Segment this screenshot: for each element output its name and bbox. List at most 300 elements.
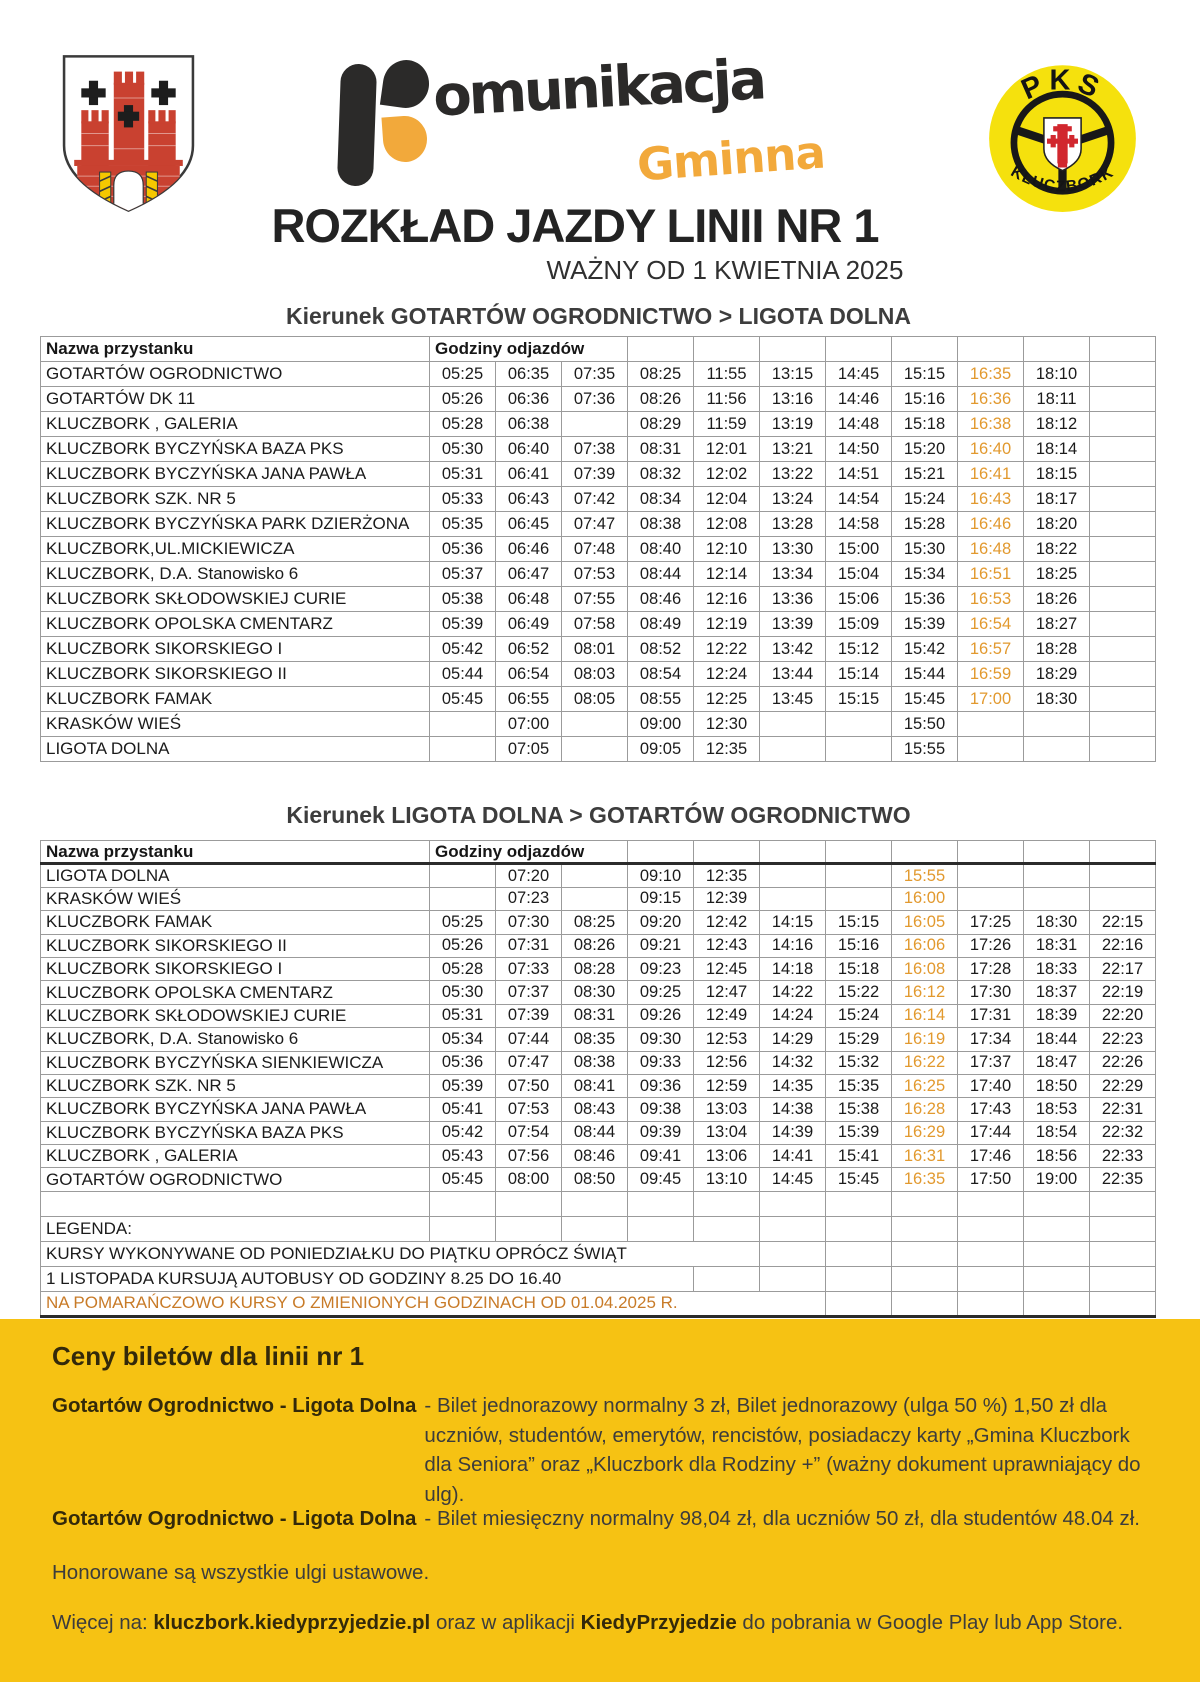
departure-time: 15:39 [826,1121,892,1144]
departure-time: 06:36 [496,387,562,412]
empty-cell [826,1191,892,1216]
departure-time: 17:31 [958,1004,1024,1027]
table-row [41,612,1156,637]
website-url: kluczbork.kiedyprzyjedzie.pl [153,1611,431,1634]
departure-time: 15:16 [826,934,892,957]
table-row [41,437,1156,462]
departure-time: 08:03 [562,662,628,687]
departure-time: 05:30 [430,437,496,462]
table-row [41,362,1156,387]
departure-time: 15:12 [826,637,892,662]
departure-time: 08:35 [562,1028,628,1051]
departure-time: 14:45 [760,1168,826,1191]
departure-time: 16:19 [892,1028,958,1051]
departure-time [562,412,628,437]
stop-name: GOTARTÓW OGRODNICTWO [41,1168,430,1191]
departure-time: 07:47 [496,1051,562,1074]
departure-time: 22:15 [1090,911,1156,934]
departure-time: 17:34 [958,1028,1024,1051]
departure-time: 06:47 [496,562,562,587]
departure-time: 18:15 [1024,462,1090,487]
departure-time: 09:15 [628,887,694,910]
departure-time: 15:14 [826,662,892,687]
header-empty-cell [694,337,760,362]
departure-time [1090,437,1156,462]
departure-time: 14:15 [760,911,826,934]
more-info-line [52,1611,1162,1635]
legend-row [41,1216,1156,1241]
table-row [41,1121,1156,1144]
departure-time: 16:38 [958,412,1024,437]
departure-time: 18:39 [1024,1004,1090,1027]
k-letter-drop-black [380,57,432,111]
departure-time: 07:44 [496,1028,562,1051]
empty-cell [628,1216,694,1241]
departure-time: 12:25 [694,687,760,712]
departure-time: 09:23 [628,957,694,980]
departure-time: 05:41 [430,1098,496,1121]
empty-cell [958,1291,1024,1316]
departure-time: 18:37 [1024,981,1090,1004]
stop-name: KLUCZBORK SIKORSKIEGO I [41,957,430,980]
empty-cell [496,1216,562,1241]
empty-cell [1090,1191,1156,1216]
departure-time: 12:53 [694,1028,760,1051]
departure-time: 06:41 [496,462,562,487]
column-header-stop: Nazwa przystanku [41,841,430,864]
stop-name: KRASKÓW WIEŚ [41,887,430,910]
monthly-ticket-paragraph [52,1504,1162,1534]
empty-cell [1090,1216,1156,1241]
stop-name: KLUCZBORK BYCZYŃSKA JANA PAWŁA [41,1098,430,1121]
departure-time: 16:05 [892,911,958,934]
empty-cell [628,1191,694,1216]
empty-cell [958,1266,1024,1291]
departure-time: 07:36 [562,387,628,412]
departure-time: 16:08 [892,957,958,980]
single-ticket-text: - Bilet jednorazowy normalny 3 zł, Bilet jednorazowy (ulga 50 %) 1,50 zł dla uczniów, studentów, emerytów, rencistów, posiadaczy karty „Gmina Kluczbork dla Seniora” oraz „Kluczbork dla Rodziny +” (ważny dokument uprawniający do ulg). [424,1394,1141,1507]
departure-time: 17:43 [958,1098,1024,1121]
ticket-prices-footer [0,1319,1200,1682]
departure-time: 15:28 [892,512,958,537]
empty-cell [760,1191,826,1216]
empty-cell [760,1216,826,1241]
departure-time [430,712,496,737]
departure-time: 14:35 [760,1074,826,1097]
table-row [41,934,1156,957]
departure-time: 05:35 [430,512,496,537]
stop-name: KLUCZBORK SZK. NR 5 [41,487,430,512]
departure-time: 07:33 [496,957,562,980]
departure-time: 22:23 [1090,1028,1156,1051]
departure-time [1090,687,1156,712]
departure-time: 07:30 [496,911,562,934]
departure-time: 16:14 [892,1004,958,1027]
departure-time [430,864,496,887]
header-empty-cell [892,337,958,362]
legend-text: 1 LISTOPADA KURSUJĄ AUTOBUSY OD GODZINY 8.25 DO 16.40 [41,1266,694,1291]
departure-time: 12:35 [694,737,760,762]
departure-time: 15:45 [892,687,958,712]
departure-time: 07:20 [496,864,562,887]
departure-time: 18:27 [1024,612,1090,637]
departure-time: 22:17 [1090,957,1156,980]
departure-time: 08:54 [628,662,694,687]
departure-time: 08:00 [496,1168,562,1191]
departure-time: 13:03 [694,1098,760,1121]
departure-time: 08:50 [562,1168,628,1191]
departure-time: 13:36 [760,587,826,612]
departure-time: 15:18 [892,412,958,437]
departure-time [1090,462,1156,487]
departure-time: 15:15 [826,687,892,712]
departure-time: 13:19 [760,412,826,437]
departure-time: 12:14 [694,562,760,587]
departure-time: 07:39 [496,1004,562,1027]
departure-time: 14:50 [826,437,892,462]
departure-time: 06:40 [496,437,562,462]
departure-time: 09:30 [628,1028,694,1051]
stop-name: KLUCZBORK OPOLSKA CMENTARZ [41,612,430,637]
departure-time: 09:33 [628,1051,694,1074]
departure-time: 13:39 [760,612,826,637]
legend-row [41,1191,1156,1216]
header-empty-cell [1090,841,1156,864]
table-header-row [41,841,1156,864]
table-row [41,487,1156,512]
stop-name: KLUCZBORK SKŁODOWSKIEJ CURIE [41,587,430,612]
departure-time: 13:34 [760,562,826,587]
empty-cell [1024,1266,1090,1291]
table-row [41,911,1156,934]
column-header-times: Godziny odjazdów [430,337,628,362]
departure-time: 09:05 [628,737,694,762]
departure-time: 05:36 [430,1051,496,1074]
departure-time: 09:00 [628,712,694,737]
pks-text: PKS [1016,64,1109,107]
departure-time: 19:00 [1024,1168,1090,1191]
departure-time: 07:56 [496,1145,562,1168]
departure-time: 15:50 [892,712,958,737]
departure-time: 07:53 [496,1098,562,1121]
departure-time: 15:22 [826,981,892,1004]
departure-time: 08:25 [628,362,694,387]
departure-time: 18:56 [1024,1145,1090,1168]
departure-time: 09:20 [628,911,694,934]
departure-time: 06:52 [496,637,562,662]
departure-time: 15:18 [826,957,892,980]
departure-time: 07:50 [496,1074,562,1097]
departure-time: 14:18 [760,957,826,980]
departure-time: 08:05 [562,687,628,712]
departure-time: 17:37 [958,1051,1024,1074]
empty-cell [1024,1216,1090,1241]
departure-time: 12:43 [694,934,760,957]
table-row [41,1004,1156,1027]
departure-time: 12:02 [694,462,760,487]
departure-time: 08:52 [628,637,694,662]
departure-time: 15:21 [892,462,958,487]
departure-time [760,887,826,910]
departure-time: 13:24 [760,487,826,512]
kluczbork-crest-icon [60,50,197,217]
departure-time: 22:31 [1090,1098,1156,1121]
departure-time: 14:54 [826,487,892,512]
departure-time: 15:32 [826,1051,892,1074]
departure-time: 22:29 [1090,1074,1156,1097]
header-empty-cell [760,841,826,864]
more-info-post: do pobrania w Google Play lub App Store. [736,1611,1124,1634]
route-label: Gotartów Ogrodnictwo - Ligota Dolna [52,1394,417,1417]
departure-time: 22:26 [1090,1051,1156,1074]
departure-time: 14:48 [826,412,892,437]
departure-time: 07:37 [496,981,562,1004]
departure-time: 15:30 [892,537,958,562]
empty-cell [1024,1241,1090,1266]
departure-time: 07:38 [562,437,628,462]
departure-time: 05:38 [430,587,496,612]
departure-time: 12:24 [694,662,760,687]
departure-time [760,737,826,762]
departure-time: 17:28 [958,957,1024,980]
departure-time [826,864,892,887]
departure-time: 06:49 [496,612,562,637]
departure-time: 08:30 [562,981,628,1004]
stop-name: KLUCZBORK BYCZYŃSKA PARK DZIERŻONA [41,512,430,537]
departure-time: 15:15 [826,911,892,934]
departure-time: 15:35 [826,1074,892,1097]
departure-time [1090,587,1156,612]
departure-time: 15:42 [892,637,958,662]
departure-time [826,737,892,762]
timetable-direction-2 [40,840,1156,1318]
stop-name: KLUCZBORK , GALERIA [41,1145,430,1168]
empty-cell [892,1266,958,1291]
departure-time: 05:30 [430,981,496,1004]
empty-cell [1090,1266,1156,1291]
departure-time: 05:25 [430,362,496,387]
departure-time: 07:47 [562,512,628,537]
departure-time: 14:29 [760,1028,826,1051]
departure-time [1090,412,1156,437]
table-row [41,512,1156,537]
departure-time: 16:51 [958,562,1024,587]
column-header-times: Godziny odjazdów [430,841,628,864]
departure-time: 17:25 [958,911,1024,934]
departure-time: 15:06 [826,587,892,612]
departure-time [1090,612,1156,637]
departure-time: 07:31 [496,934,562,957]
departure-time: 05:44 [430,662,496,687]
departure-time: 16:22 [892,1051,958,1074]
empty-cell [892,1291,958,1316]
departure-time [1090,887,1156,910]
stop-name: KLUCZBORK,UL.MICKIEWICZA [41,537,430,562]
departure-time [1090,537,1156,562]
departure-time: 05:42 [430,637,496,662]
legend-text: KURSY WYKONYWANE OD PONIEDZIAŁKU DO PIĄTKU OPRÓCZ ŚWIĄT [41,1241,760,1266]
departure-time: 12:30 [694,712,760,737]
empty-cell [1090,1291,1156,1316]
table-row [41,887,1156,910]
departure-time: 06:55 [496,687,562,712]
departure-time: 13:21 [760,437,826,462]
departure-time: 13:06 [694,1145,760,1168]
departure-time: 05:45 [430,687,496,712]
departure-time: 05:39 [430,612,496,637]
logo-word-komunikacja: omunikacja [431,47,766,130]
stop-name: KLUCZBORK, D.A. Stanowisko 6 [41,562,430,587]
departure-time: 18:30 [1024,687,1090,712]
departure-time [1024,712,1090,737]
departure-time [1090,712,1156,737]
departure-time: 08:49 [628,612,694,637]
legend-row [41,1291,1156,1316]
departure-time: 14:58 [826,512,892,537]
empty-cell [892,1191,958,1216]
departure-time: 12:39 [694,887,760,910]
departure-time: 16:36 [958,387,1024,412]
empty-cell [430,1191,496,1216]
departure-time [1024,864,1090,887]
departure-time [562,737,628,762]
departure-time: 16:40 [958,437,1024,462]
stop-name: KLUCZBORK SIKORSKIEGO I [41,637,430,662]
header-empty-cell [1024,841,1090,864]
departure-time: 13:22 [760,462,826,487]
departure-time [1024,887,1090,910]
departure-time: 07:39 [562,462,628,487]
empty-cell [694,1191,760,1216]
table-row [41,712,1156,737]
departure-time: 08:43 [562,1098,628,1121]
departure-time [1090,512,1156,537]
departure-time: 05:28 [430,412,496,437]
table-row [41,462,1156,487]
stop-name: KLUCZBORK, D.A. Stanowisko 6 [41,1028,430,1051]
departure-time: 07:54 [496,1121,562,1144]
header-empty-cell [892,841,958,864]
departure-time: 05:31 [430,1004,496,1027]
stop-name: GOTARTÓW OGRODNICTWO [41,362,430,387]
departure-time: 08:46 [628,587,694,612]
departure-time: 07:58 [562,612,628,637]
departure-time: 13:15 [760,362,826,387]
departure-time: 18:22 [1024,537,1090,562]
departure-time [562,712,628,737]
departure-time: 16:59 [958,662,1024,687]
departure-time: 16:48 [958,537,1024,562]
departure-time: 09:25 [628,981,694,1004]
departure-time: 14:22 [760,981,826,1004]
table-row [41,1074,1156,1097]
k-letter-drop-orange [381,115,428,164]
header-empty-cell [958,337,1024,362]
table-row [41,1051,1156,1074]
table-row [41,864,1156,887]
departure-time: 17:46 [958,1145,1024,1168]
discounts-note: Honorowane są wszystkie ulgi ustawowe. [52,1561,430,1584]
header-empty-cell [694,841,760,864]
empty-cell [760,1266,826,1291]
table-row [41,387,1156,412]
departure-time: 09:36 [628,1074,694,1097]
departure-time: 12:19 [694,612,760,637]
departure-time [1090,487,1156,512]
departure-time: 05:28 [430,957,496,980]
departure-time: 08:28 [562,957,628,980]
departure-time: 15:38 [826,1098,892,1121]
empty-cell [826,1291,892,1316]
table-row [41,587,1156,612]
departure-time: 05:45 [430,1168,496,1191]
departure-time: 14:24 [760,1004,826,1027]
departure-time: 11:55 [694,362,760,387]
departure-time: 15:34 [892,562,958,587]
departure-time: 14:46 [826,387,892,412]
departure-time: 15:16 [892,387,958,412]
departure-time: 06:43 [496,487,562,512]
departure-time: 22:35 [1090,1168,1156,1191]
empty-cell [892,1216,958,1241]
departure-time: 05:31 [430,462,496,487]
departure-time: 18:12 [1024,412,1090,437]
departure-time [562,864,628,887]
empty-cell [826,1241,892,1266]
departure-time: 18:14 [1024,437,1090,462]
departure-time: 18:17 [1024,487,1090,512]
departure-time: 14:51 [826,462,892,487]
direction-2-title: Kierunek LIGOTA DOLNA > GOTARTÓW OGRODNICTWO [286,802,911,828]
departure-time: 16:06 [892,934,958,957]
departure-time: 12:10 [694,537,760,562]
legend-text [41,1191,430,1216]
departure-time: 16:12 [892,981,958,1004]
table-row [41,957,1156,980]
departure-time: 08:25 [562,911,628,934]
table-row [41,737,1156,762]
departure-time: 08:34 [628,487,694,512]
departure-time: 14:16 [760,934,826,957]
departure-time: 14:41 [760,1145,826,1168]
departure-time: 16:29 [892,1121,958,1144]
departure-time: 07:00 [496,712,562,737]
departure-time [1090,864,1156,887]
departure-time [562,887,628,910]
departure-time [1090,637,1156,662]
departure-time: 12:16 [694,587,760,612]
departure-time: 11:56 [694,387,760,412]
departure-time: 16:54 [958,612,1024,637]
departure-time: 12:49 [694,1004,760,1027]
departure-time: 12:08 [694,512,760,537]
departure-time [1090,562,1156,587]
empty-cell [826,1216,892,1241]
departure-time: 16:28 [892,1098,958,1121]
stop-name: KRASKÓW WIEŚ [41,712,430,737]
departure-time: 15:15 [892,362,958,387]
stop-name: KLUCZBORK , GALERIA [41,412,430,437]
departure-time [1090,387,1156,412]
departure-time: 18:33 [1024,957,1090,980]
departure-time: 22:19 [1090,981,1156,1004]
departure-time: 09:39 [628,1121,694,1144]
departure-time: 09:21 [628,934,694,957]
departure-time: 12:56 [694,1051,760,1074]
departure-time: 16:57 [958,637,1024,662]
direction-1-title: Kierunek GOTARTÓW OGRODNICTWO > LIGOTA DOLNA [285,303,912,329]
departure-time: 08:01 [562,637,628,662]
